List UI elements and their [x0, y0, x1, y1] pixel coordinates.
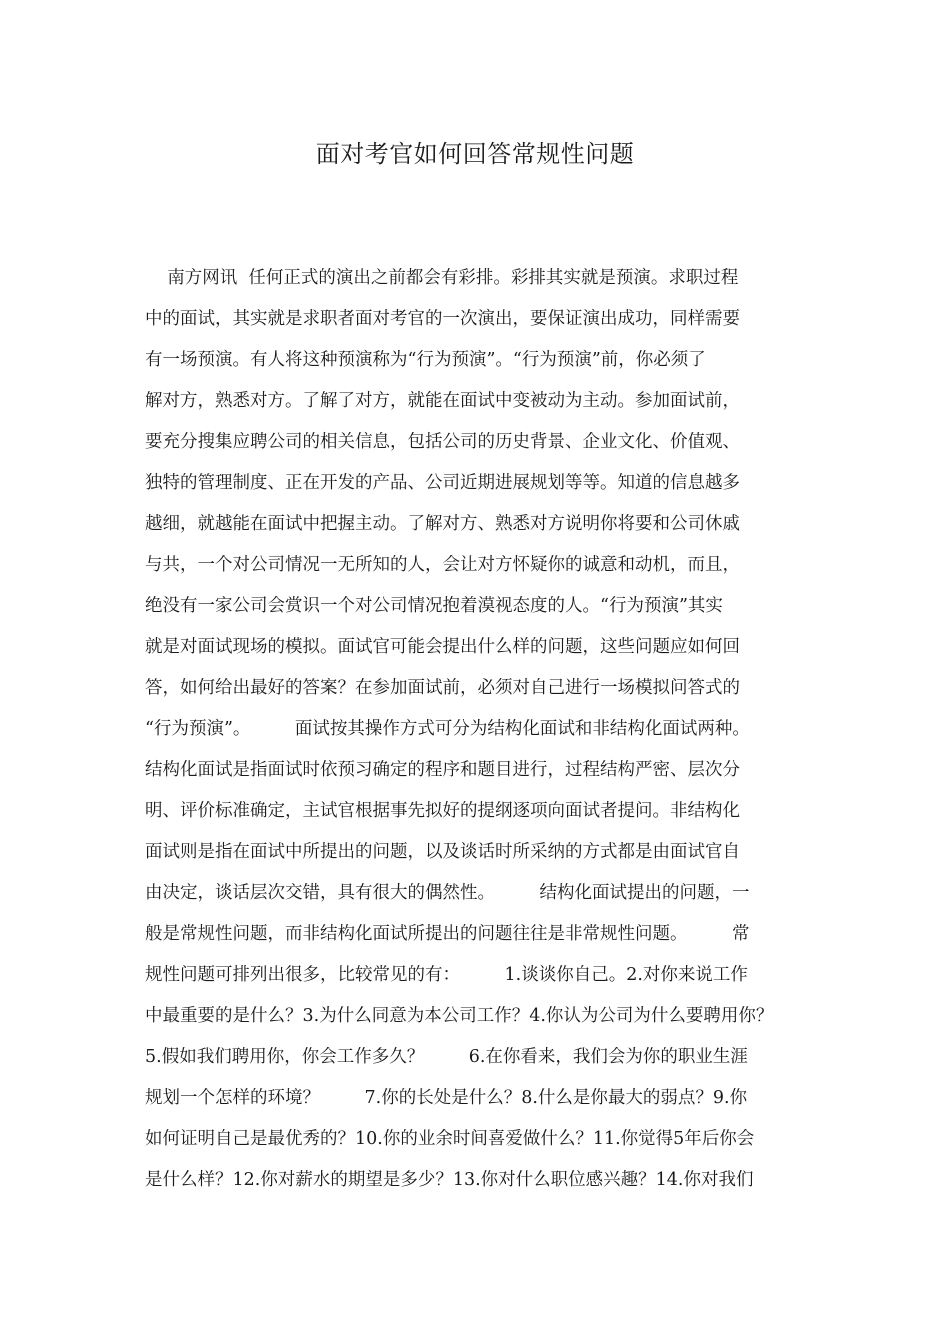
body-line: 中最重要的是什么？3.为什么同意为本公司工作？4.你认为公司为什么要聘用你？	[145, 1006, 774, 1026]
body-line: 如何证明自己是最优秀的？10.你的业余时间喜爱做什么？11.你觉得5年后你会	[145, 1129, 755, 1149]
body-line: 中的面试，其实就是求职者面对考官的一次演出，要保证演出成功，同样需要	[145, 309, 740, 329]
body-line: 答，如何给出最好的答案？在参加面试前，必须对自己进行一场模拟问答式的	[145, 678, 740, 698]
body-line: 是什么样？12.你对薪水的期望是多少？13.你对什么职位感兴趣？14.你对我们	[145, 1170, 754, 1190]
body-line: 5.假如我们聘用你，你会工作多久？ 6.在你看来，我们会为你的职业生涯	[145, 1047, 748, 1067]
body-line: 有一场预演。有人将这种预演称为“行为预演”。“行为预演”前，你必须了	[145, 350, 706, 370]
body-line: “行为预演”。 面试按其操作方式可分为结构化面试和非结构化面试两种。	[145, 719, 750, 739]
body-line: 就是对面试现场的模拟。面试官可能会提出什么样的问题，这些问题应如何回	[145, 637, 740, 657]
body-line: 越细，就越能在面试中把握主动。了解对方、熟悉对方说明你将要和公司休戚	[145, 514, 740, 534]
body-line: 般是常规性问题，而非结构化面试所提出的问题往往是非常规性问题。 常	[145, 924, 750, 944]
body-line: 由决定，谈话层次交错，具有很大的偶然性。 结构化面试提出的问题，一	[145, 883, 750, 903]
body-line: 要充分搜集应聘公司的相关信息，包括公司的历史背景、企业文化、价值观、	[145, 432, 740, 452]
body-line: 结构化面试是指面试时依预习确定的程序和题目进行，过程结构严密、层次分	[145, 760, 740, 780]
body-line: 解对方，熟悉对方。了解了对方，就能在面试中变被动为主动。参加面试前，	[145, 391, 740, 411]
body-line: 规性问题可排列出很多，比较常见的有： 1.谈谈你自己。2.对你来说工作	[145, 965, 748, 985]
body-line: 绝没有一家公司会赏识一个对公司情况抱着漠视态度的人。“行为预演”其实	[145, 596, 723, 616]
body-line: 规划一个怎样的环境？ 7.你的长处是什么？8.什么是你最大的弱点？9.你	[145, 1088, 748, 1108]
body-line: 南方网讯 任何正式的演出之前都会有彩排。彩排其实就是预演。求职过程	[145, 268, 739, 288]
body-line: 明、评价标准确定，主试官根据事先拟好的提纲逐项向面试者提问。非结构化	[145, 801, 740, 821]
document-title: 面对考官如何回答常规性问题	[315, 140, 635, 168]
body-line: 与共，一个对公司情况一无所知的人，会让对方怀疑你的诚意和动机，而且，	[145, 555, 740, 575]
document-body	[145, 262, 825, 1205]
body-line: 面试则是指在面试中所提出的问题，以及谈话时所采纳的方式都是由面试官自	[145, 842, 740, 862]
body-line: 独特的管理制度、正在开发的产品、公司近期进展规划等等。知道的信息越多	[145, 473, 740, 493]
